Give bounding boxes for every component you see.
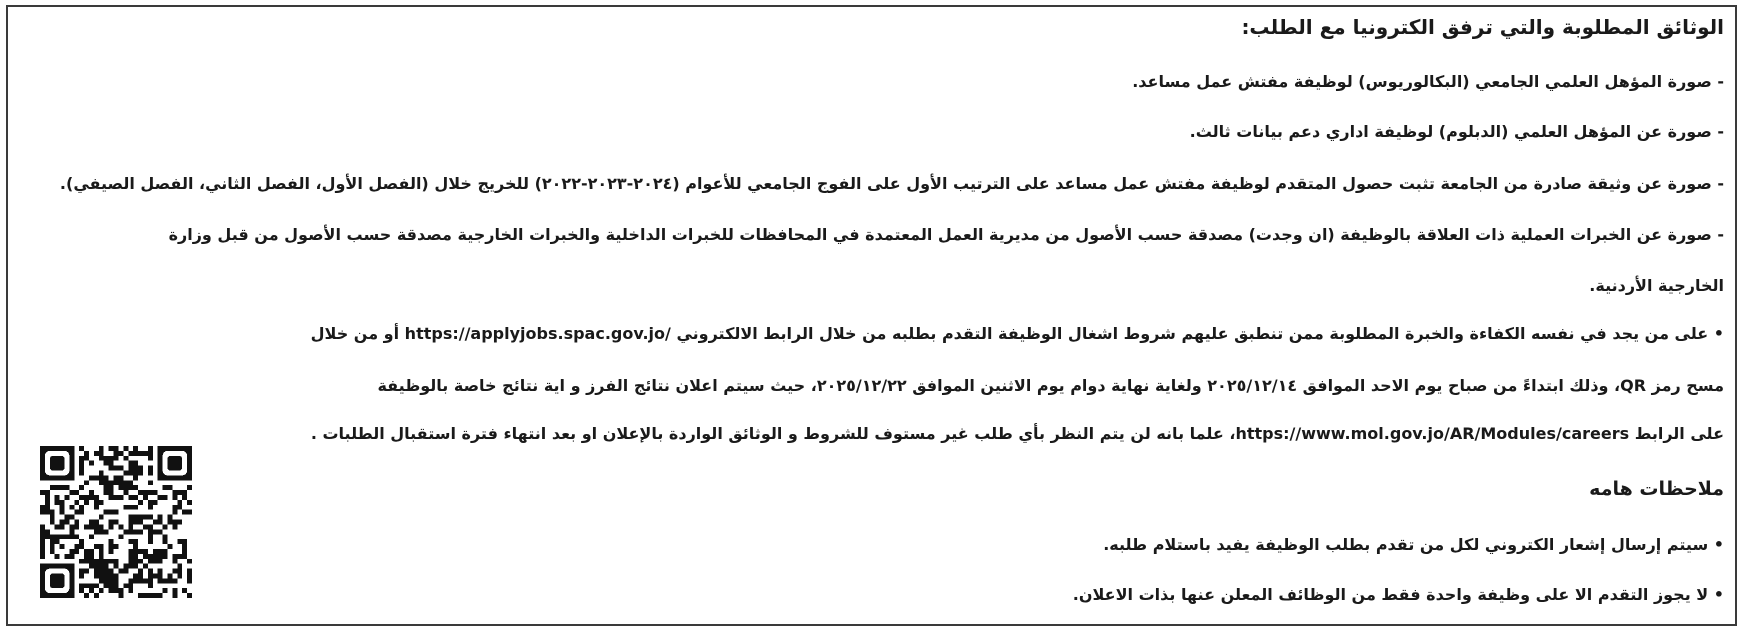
doc-item-2: - صورة عن المؤهل العلمي (الدبلوم) لوظيفة اداري دعم بيانات ثالث.	[1189, 122, 1724, 141]
apply-line-1	[311, 324, 1724, 344]
apply-line-3	[311, 424, 1724, 444]
apply-text-3: على الرابط	[1634, 424, 1724, 443]
apply-text-1: • على من يجد في نفسه الكفاءة والخبرة المطلوبة ممن تنطبق عليهم شروط اشغال الوظيفة التقدم بطلبه من خلال الرابط الالكتروني	[676, 324, 1724, 343]
doc-item-1: - صورة المؤهل العلمي الجامعي (البكالوريوس) لوظيفة مفتش عمل مساعد.	[1132, 72, 1724, 91]
doc-item-4: - صورة عن الخبرات العملية ذات العلاقة بالوظيفة (ان وجدت) مصدقة حسب الأصول من مديرية العمل المعتمدة في المحافظات للخبرات الداخلية والخبرات الخارجية مصدقة حسب الأصول من قبل وزارة	[168, 225, 1724, 244]
announcement-frame	[6, 5, 1737, 626]
note-item-2: • لا يجوز التقدم الا على وظيفة واحدة فقط من الوظائف المعلن عنها بذات الاعلان.	[1072, 585, 1724, 604]
note-item-1: • سيتم إرسال إشعار الكتروني لكل من تقدم بطلب الوظيفة يفيد باستلام طلبه.	[1103, 535, 1724, 554]
results-url-link[interactable]: https://www.mol.gov.jo/AR/Modules/careers	[1235, 424, 1630, 443]
qr-code-icon[interactable]	[40, 446, 192, 598]
notes-heading: ملاحظات هامه	[1589, 478, 1724, 500]
page-title: الوثائق المطلوبة والتي ترفق الكترونيا مع الطلب:	[1241, 15, 1724, 39]
apply-text-1-tail: أو من خلال	[310, 324, 400, 343]
doc-item-4-continued: الخارجية الأردنية.	[1589, 276, 1724, 295]
apply-line-2: مسح رمز QR، وذلك ابتداءً من صباح يوم الاحد الموافق ٢٠٢٥/١٢/١٤ ولغاية نهاية دوام يوم الاثنين الموافق ٢٠٢٥/١٢/٢٢، حيث سيتم اعلان نتائج الفرز و اية نتائج خاصة بالوظيفة	[377, 376, 1724, 395]
doc-item-3: - صورة عن وثيقة صادرة من الجامعة تثبت حصول المتقدم لوظيفة مفتش عمل مساعد على الترتيب الأول على الفوج الجامعي للأعوام (٢٠٢٤-٢٠٢٣-٢٠٢٢) للخريج خلال (الفصل الأول، الفصل الثاني، الفصل الصيفي).	[59, 174, 1724, 193]
apply-text-3-tail: ، علما بانه لن يتم النظر بأي طلب غير مستوف للشروط و الوثائق الواردة بالإعلان او بعد انتهاء فترة استقبال الطلبات .	[310, 424, 1236, 443]
apply-url-link[interactable]: https://applyjobs.spac.gov.jo/	[404, 324, 671, 343]
